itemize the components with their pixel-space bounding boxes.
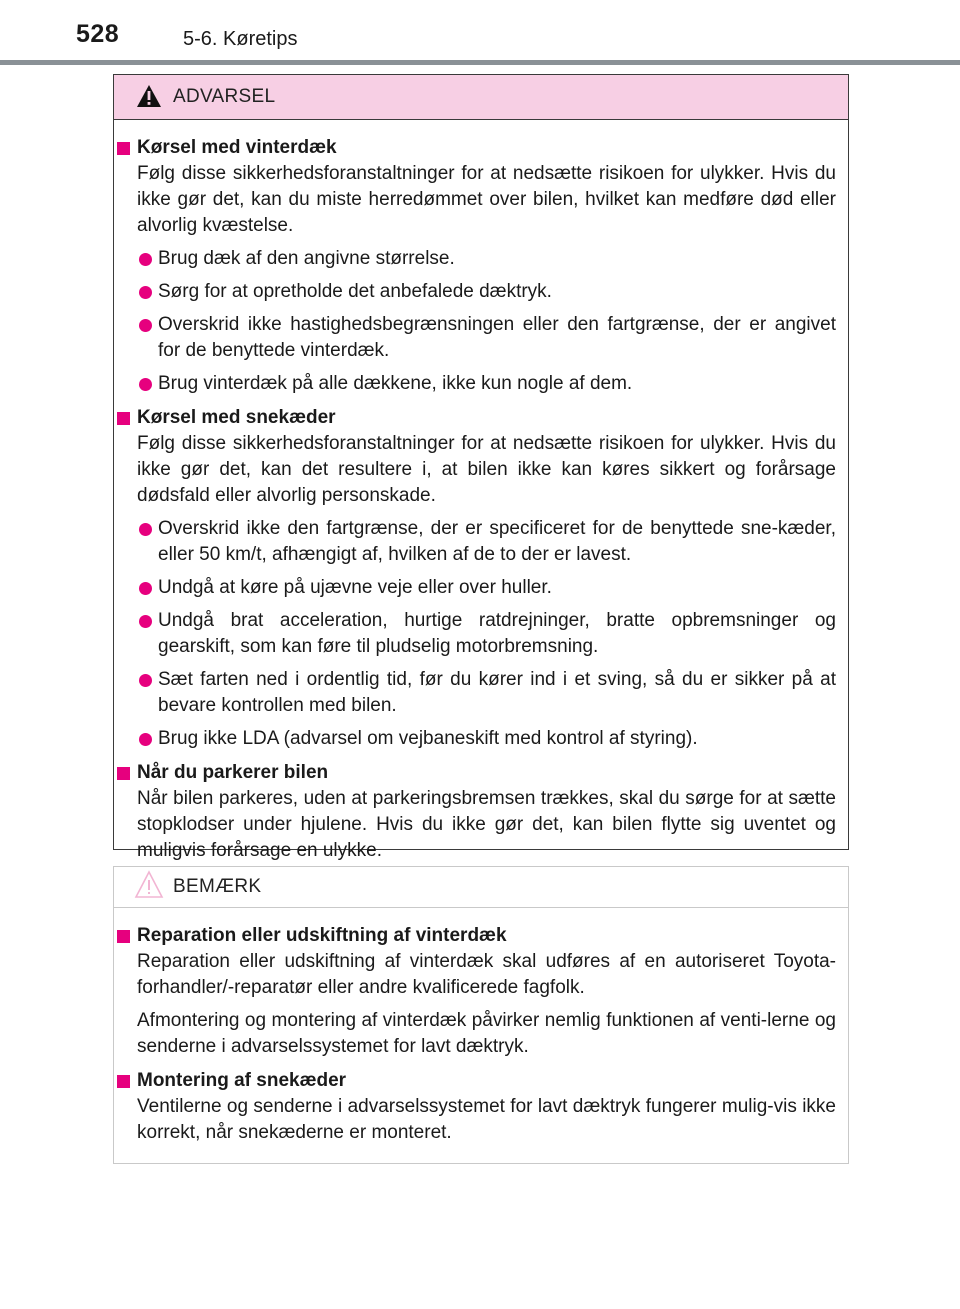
round-bullet-icon [139, 286, 152, 299]
section-heading: Reparation eller udskiftning af vinterdæk [114, 923, 848, 949]
section-heading: Montering af snekæder [114, 1068, 848, 1094]
page-header [0, 0, 960, 66]
section-text: Følg disse sikkerhedsforanstaltninger for at nedsætte risikoen for ulykker. Hvis du ikke gør det, kan det resultere i, at bilen ikke kan køres sikkert og forårsage dødsfald eller alvorlig personskade. [137, 433, 836, 506]
round-bullet-icon [139, 319, 152, 332]
list-item: Brug ikke LDA (advarsel om vejbaneskift med kontrol af styring). [114, 726, 848, 752]
round-bullet-icon [139, 582, 152, 595]
note-body [114, 923, 848, 1150]
section-text: Ventilerne og senderne i advarselssystemet for lavt dæktryk fungerer mulig-vis ikke korrekt, når snekæderne er monteret. [137, 1096, 836, 1143]
note-section-snow-chains [114, 1068, 848, 1146]
list-item: Undgå brat acceleration, hurtige ratdrejninger, bratte opbremsninger og gearskift, som kan føre til pludselig motorbremsning. [114, 608, 848, 660]
caution-triangle-outline-icon [134, 870, 164, 900]
note-box-header [114, 867, 848, 908]
round-bullet-icon [139, 733, 152, 746]
section-title: 5-6. Køretips [183, 28, 298, 50]
square-bullet-icon [117, 142, 130, 155]
section-text: Følg disse sikkerhedsforanstaltninger for at nedsætte risikoen for ulykker. Hvis du ikke gør det, kan du miste herredømmet over bilen, hvilket kan medføre død eller alvorlig kvæstelse. [137, 163, 836, 236]
warning-box [113, 74, 849, 861]
note-box [113, 866, 849, 1164]
list-item: Brug vinterdæk på alle dækkene, ikke kun nogle af dem. [114, 371, 848, 397]
list-item: Sørg for at opretholde det anbefalede dæktryk. [114, 279, 848, 305]
section-text: Reparation eller udskiftning af vinterdæk skal udføres af en autoriseret Toyota-forhandler/-reparatør eller andre kvalificerede fagfolk. [137, 951, 836, 998]
warning-body [114, 135, 848, 868]
list-item: Undgå at køre på ujævne veje eller over huller. [114, 575, 848, 601]
warning-title: ADVARSEL [173, 86, 276, 107]
note-title: BEMÆRK [173, 876, 262, 897]
warning-section-parking [114, 760, 848, 864]
round-bullet-icon [139, 615, 152, 628]
square-bullet-icon [117, 412, 130, 425]
header-rule [0, 60, 960, 65]
round-bullet-icon [139, 523, 152, 536]
section-text: Afmontering og montering af vinterdæk påvirker nemlig funktionen af venti-lerne og senderne i advarselssystemet for lavt dæktryk. [137, 1010, 836, 1057]
list-item: Brug dæk af den angivne størrelse. [114, 246, 848, 272]
square-bullet-icon [117, 1075, 130, 1088]
warning-section-winter-tires [114, 135, 848, 397]
note-section-repair [114, 923, 848, 1060]
warning-section-snow-chains [114, 405, 848, 752]
warning-triangle-icon [136, 84, 162, 108]
list-item: Overskrid ikke den fartgrænse, der er specificeret for de benyttede sne-kæder, eller 50 km/t, afhængigt af, hvilken af de to der er lavest. [114, 516, 848, 568]
round-bullet-icon [139, 253, 152, 266]
warning-box-header [114, 75, 848, 120]
square-bullet-icon [117, 930, 130, 943]
section-heading: Kørsel med snekæder [114, 405, 848, 431]
list-item: Overskrid ikke hastighedsbegrænsningen eller den fartgrænse, der er angivet for de benyttede vinterdæk. [114, 312, 848, 364]
section-text: Når bilen parkeres, uden at parkeringsbremsen trækkes, skal du sørge for at sætte stopklodser under hjulene. Hvis du ikke gør det, kan bilen flytte sig uventet og muligvis forårsage en ulykke. [137, 788, 836, 861]
section-heading: Når du parkerer bilen [114, 760, 848, 786]
page-number: 528 [76, 20, 120, 48]
round-bullet-icon [139, 674, 152, 687]
list-item: Sæt farten ned i ordentlig tid, før du kører ind i et sving, så du er sikker på at bevare kontrollen med bilen. [114, 667, 848, 719]
square-bullet-icon [117, 767, 130, 780]
round-bullet-icon [139, 378, 152, 391]
section-heading: Kørsel med vinterdæk [114, 135, 848, 161]
